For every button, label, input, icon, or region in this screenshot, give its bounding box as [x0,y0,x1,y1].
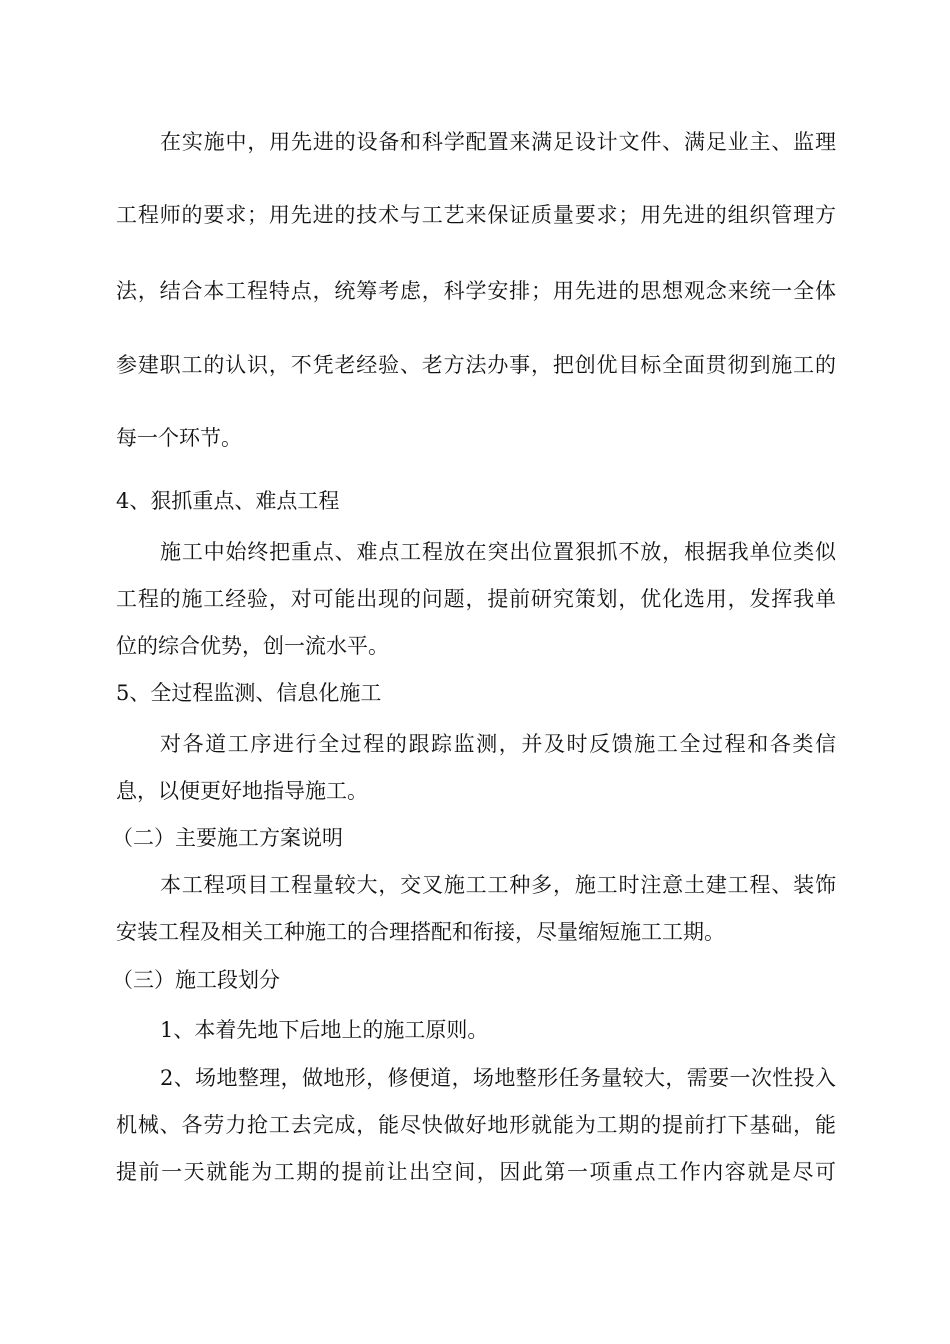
list-item-2-line-1: 2、场地整理，做地形，修便道，场地整形任务量较大，需要一次性投入 [160,1066,836,1090]
paragraph-line-4: 参建职工的认识，不凭老经验、老方法办事，把创优目标全面贯彻到施工的 [116,353,836,377]
paragraph-line-5: 每一个环节。 [116,426,242,450]
paragraph-line-1: 在实施中，用先进的设备和科学配置来满足设计文件、满足业主、监理 [160,130,836,154]
paragraph-line-3: 法，结合本工程特点，统筹考虑，科学安排；用先进的思想观念来统一全体 [116,279,836,303]
paragraph-line-8: 位的综合优势，创一流水平。 [116,634,389,658]
section-heading-5: 5、全过程监测、信息化施工 [116,681,382,705]
section-heading-3: （三）施工段划分 [112,968,280,992]
paragraph-line-12: 安装工程及相关工种施工的合理搭配和衔接，尽量缩短施工工期。 [116,920,725,944]
paragraph-line-11: 本工程项目工程量较大，交叉施工工种多，施工时注意土建工程、装饰 [160,873,836,897]
paragraph-line-2: 工程师的要求；用先进的技术与工艺来保证质量要求；用先进的组织管理方 [116,203,836,227]
paragraph-line-9: 对各道工序进行全过程的跟踪监测，并及时反馈施工全过程和各类信 [160,732,836,756]
list-item-2-line-3: 提前一天就能为工期的提前让出空间，因此第一项重点工作内容就是尽可 [116,1160,836,1184]
paragraph-line-7: 工程的施工经验，对可能出现的问题，提前研究策划，优化选用，发挥我单 [116,587,836,611]
section-heading-2: （二）主要施工方案说明 [112,826,343,850]
list-item-2-line-2: 机械、各劳力抢工去完成，能尽快做好地形就能为工期的提前打下基础，能 [116,1113,836,1137]
paragraph-line-10: 息，以便更好地指导施工。 [116,779,368,803]
section-heading-4: 4、狠抓重点、难点工程 [116,489,340,513]
paragraph-line-6: 施工中始终把重点、难点工程放在突出位置狠抓不放，根据我单位类似 [160,540,836,564]
list-item-1: 1、本着先地下后地上的施工原则。 [160,1018,489,1042]
